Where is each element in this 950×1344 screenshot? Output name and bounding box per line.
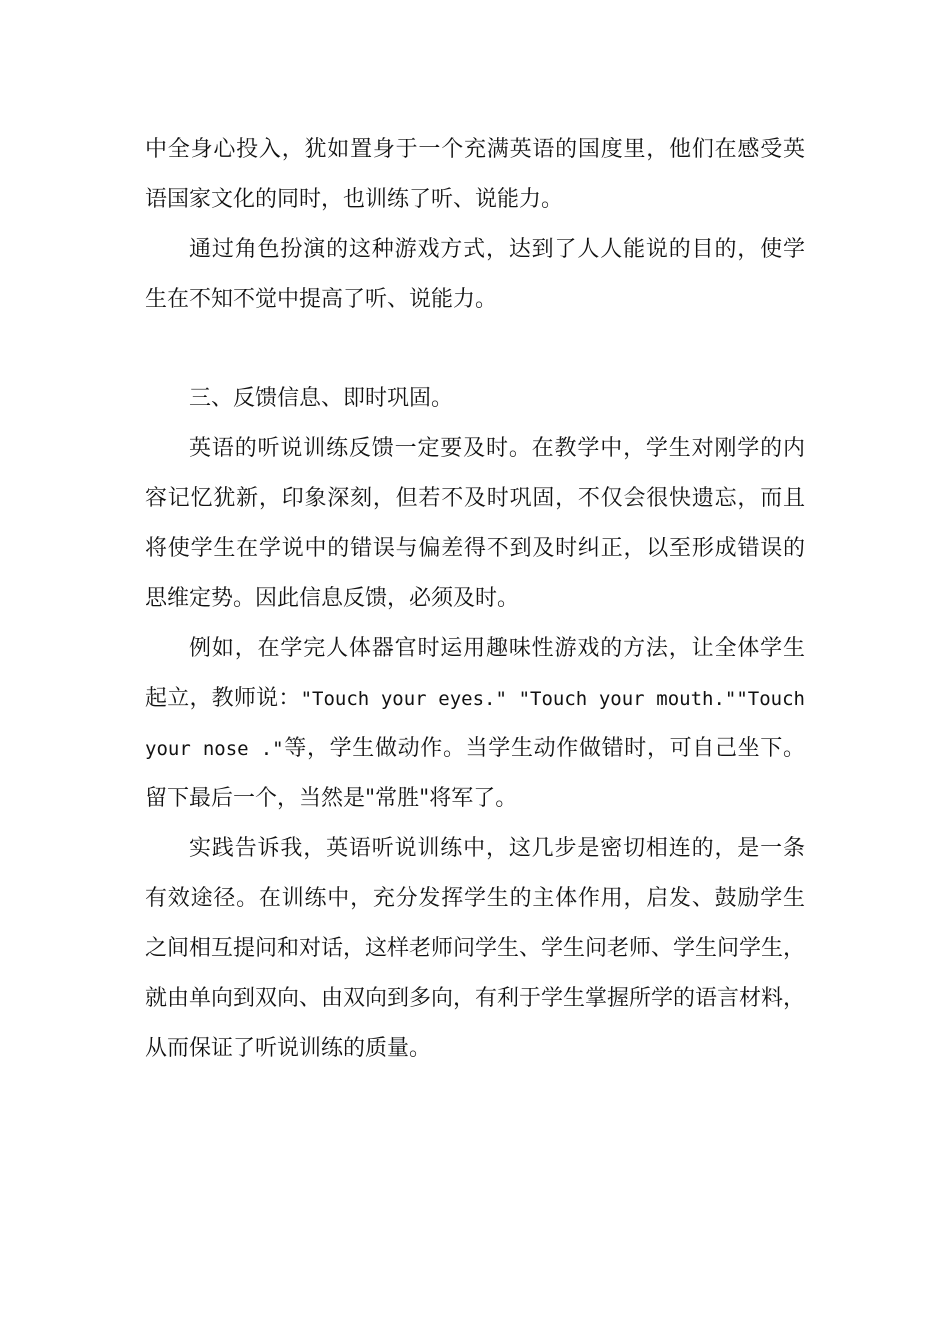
text-line: 思维定势。因此信息反馈，必须及时。 <box>145 586 520 611</box>
text-line: 之间相互提问和对话，这样老师问学生、学生问老师、学生问学生， <box>145 936 806 961</box>
text-line: 容记忆犹新，印象深刻，但若不及时巩固，不仅会很快遗忘，而且 <box>145 486 805 511</box>
text-line: 就由单向到双向、由双向到多向，有利于学生掌握所学的语言材料， <box>145 986 806 1011</box>
paragraph-example <box>145 624 805 824</box>
text-line: 生在不知不觉中提高了听、说能力。 <box>145 287 498 312</box>
paragraph-continuation <box>145 125 805 225</box>
heading-text: 三、反馈信息、即时巩固。 <box>189 386 454 411</box>
paragraph-conclusion <box>145 824 805 1074</box>
section-heading <box>145 374 805 424</box>
text-line: 中全身心投入，犹如置身于一个充满英语的国度里，他们在感受英 <box>145 137 805 162</box>
text-line: 语国家文化的同时，也训练了听、说能力。 <box>145 187 564 212</box>
text-line: 例如，在学完人体器官时运用趣味性游戏的方法，让全体学生 <box>189 636 805 661</box>
text-line: 英语的听说训练反馈一定要及时。在教学中，学生对刚学的内 <box>189 436 805 461</box>
paragraph-role-play <box>145 225 805 325</box>
text-line: 起立，教师说："Touch your eyes." "Touch your mouth.""Touch <box>145 686 805 711</box>
text-line: 从而保证了听说训练的质量。 <box>145 1036 432 1061</box>
text-line: 实践告诉我，英语听说训练中，这几步是密切相连的，是一条 <box>189 836 805 861</box>
text-line: your nose ."等，学生做动作。当学生动作做错时，可自己坐下。 <box>145 736 805 761</box>
text-line: 留下最后一个，当然是"常胜"将军了。 <box>145 786 518 811</box>
text-line: 将使学生在学说中的错误与偏差得不到及时纠正，以至形成错误的 <box>145 536 805 561</box>
text-line: 有效途径。在训练中，充分发挥学生的主体作用，启发、鼓励学生 <box>145 886 805 911</box>
paragraph-feedback <box>145 424 805 624</box>
text-line: 通过角色扮演的这种游戏方式，达到了人人能说的目的，使学 <box>189 237 805 262</box>
